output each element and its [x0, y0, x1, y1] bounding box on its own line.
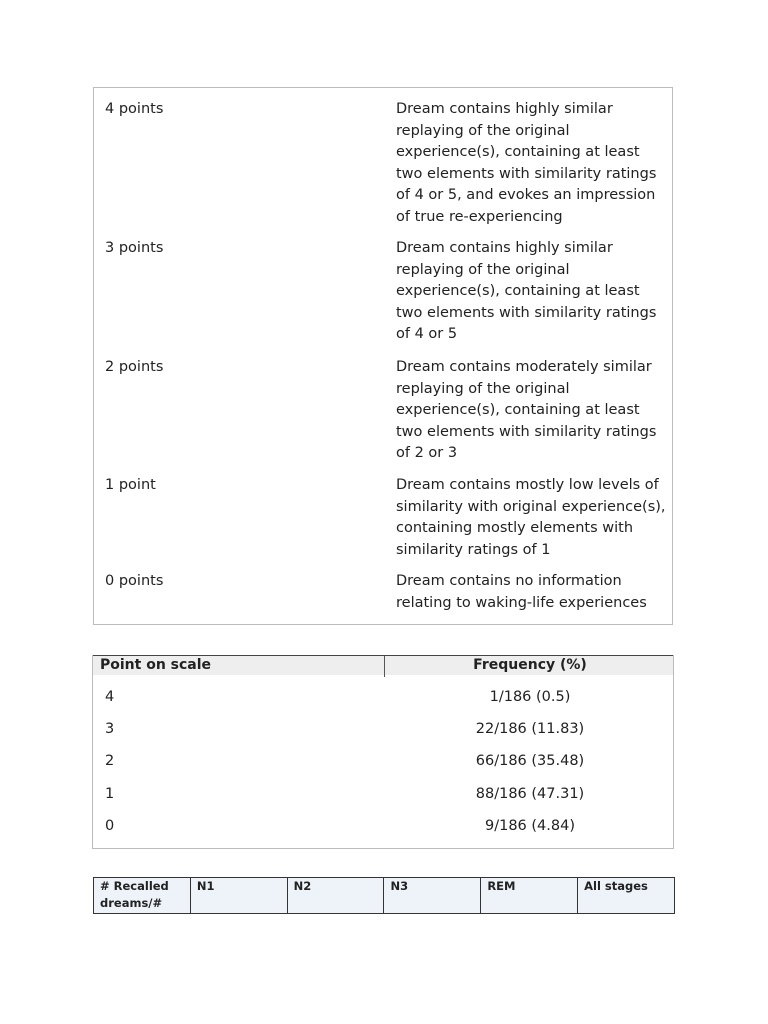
header-recalled-dreams: # Recalled dreams/# — [94, 878, 191, 913]
point-cell: 4 — [105, 689, 115, 705]
point-cell: 1 — [105, 786, 115, 802]
header-point-on-scale: Point on scale — [100, 657, 212, 673]
scale-description: Dream contains highly similar replaying of the original experience(s), containing at least two elements with similarity ratings of 4 or 5 — [396, 240, 657, 342]
table-row — [93, 686, 673, 708]
header-rem: REM — [481, 878, 578, 913]
scale-description: Dream contains mostly low levels of similarity with original experience(s), containing mostly elements with similarity ratings of 1 — [396, 477, 666, 558]
frequency-cell: 66/186 (35.48) — [475, 753, 585, 769]
point-cell: 2 — [105, 753, 115, 769]
scale-point: 3 points — [105, 240, 164, 256]
frequency-table — [92, 655, 674, 849]
frequency-cell: 9/186 (4.84) — [485, 818, 575, 834]
table-row — [93, 750, 673, 772]
frequency-table-header — [93, 655, 673, 675]
recalled-dreams-table — [93, 877, 675, 914]
scale-description: Dream contains highly similar replaying of the original experience(s), containing at least two elements with similarity ratings of 4 or 5, and evokes an impression of true re-experiencing — [396, 101, 657, 225]
scale-point: 1 point — [105, 477, 156, 493]
frequency-cell: 22/186 (11.83) — [475, 721, 585, 737]
table-row — [93, 815, 673, 837]
scale-point: 0 points — [105, 573, 164, 589]
scale-point: 4 points — [105, 101, 164, 117]
table-row — [93, 783, 673, 805]
header-n2: N2 — [288, 878, 385, 913]
frequency-cell: 88/186 (47.31) — [475, 786, 585, 802]
point-cell: 0 — [105, 818, 115, 834]
scale-point: 2 points — [105, 359, 164, 375]
header-all-stages: All stages — [584, 879, 648, 893]
header-n3: N3 — [384, 878, 481, 913]
scale-table — [93, 87, 673, 625]
header-frequency: Frequency (%) — [473, 657, 587, 673]
table-row — [93, 718, 673, 740]
scale-description: Dream contains no information relating to waking-life experiences — [396, 573, 647, 611]
header-n1: N1 — [191, 878, 288, 913]
scale-description: Dream contains moderately similar replaying of the original experience(s), containing at least two elements with similarity ratings of 2 or 3 — [396, 359, 657, 461]
frequency-cell: 1/186 (0.5) — [489, 689, 571, 705]
point-cell: 3 — [105, 721, 115, 737]
